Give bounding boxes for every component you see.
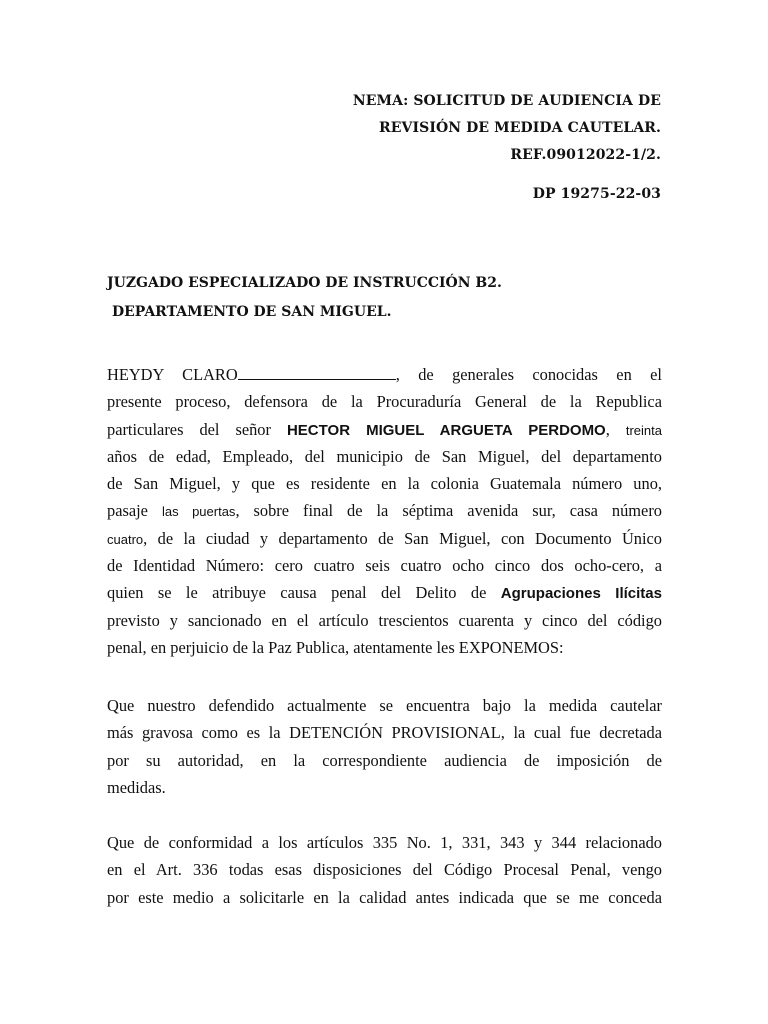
paragraph-line: por su autoridad, en la correspondiente audiencia de imposición de	[107, 750, 662, 770]
header-subject-line-1: NEMA: SOLICITUD DE AUDIENCIA DE	[352, 93, 661, 109]
court-name: JUZGADO ESPECIALIZADO DE INSTRUCCIÓN B2.	[107, 275, 502, 291]
paragraph-line: por este medio a solicitarle en la calidad antes indicada que se me conceda	[107, 887, 662, 907]
signature-blank	[238, 365, 396, 380]
header-reference: REF.09012022-1/2.	[510, 147, 661, 163]
paragraph-line: particulares del señor HECTOR MIGUEL ARGUETA PERDOMO, treinta	[107, 419, 662, 439]
paragraph-line: presente proceso, defensora de la Procuraduría General de la Republica	[107, 392, 662, 412]
paragraph-line: más gravosa como es la DETENCIÓN PROVISIONAL, la cual fue decretada	[107, 723, 662, 743]
paragraph-introduction	[107, 361, 662, 661]
paragraph-line: Que nuestro defendido actualmente se encuentra bajo la medida cautelar	[107, 696, 662, 715]
paragraph-line: pasaje las puertas, sobre final de la séptima avenida sur, casa número	[107, 501, 662, 521]
paragraph-line: Que de conformidad a los artículos 335 No. 1, 331, 343 y 344 relacionado	[107, 833, 662, 852]
paragraph-line: medidas.	[107, 777, 166, 797]
defender-name: HEYDY CLARO	[107, 365, 238, 384]
header-subject-line-2: REVISIÓN DE MEDIDA CAUTELAR.	[379, 120, 661, 136]
paragraph-line: de San Miguel, y que es residente en la colonia Guatemala número uno,	[107, 474, 662, 494]
paragraph-line: cuatro, de la ciudad y departamento de San Miguel, con Documento Único	[107, 528, 662, 548]
court-addressee	[107, 269, 667, 327]
court-department: DEPARTAMENTO DE SAN MIGUEL.	[112, 304, 392, 320]
document-header	[141, 88, 661, 208]
paragraph-line: quien se le atribuye causa penal del Delito de Agrupaciones Ilícitas	[107, 583, 662, 603]
crime-name: Agrupaciones Ilícitas	[500, 585, 662, 603]
paragraph-line: previsto y sancionado en el artículo trescientos cuarenta y cinco del código	[107, 610, 662, 630]
header-case-number: DP 19275-22-03	[532, 186, 661, 202]
paragraph-line: en el Art. 336 todas esas disposiciones del Código Procesal Penal, vengo	[107, 860, 662, 880]
paragraph-line: años de edad, Empleado, del municipio de San Miguel, del departamento	[107, 446, 662, 466]
paragraph-line: de Identidad Número: cero cuatro seis cuatro ocho cinco dos ocho-cero, a	[107, 556, 662, 576]
defendant-name: HECTOR MIGUEL ARGUETA PERDOMO	[286, 421, 606, 439]
paragraph-detention	[107, 692, 662, 801]
paragraph-line: HEYDY CLARO , de generales conocidas en el	[107, 365, 662, 384]
paragraph-line: penal, en perjuicio de la Paz Publica, atentamente les EXPONEMOS:	[107, 637, 564, 657]
paragraph-legal-basis	[107, 829, 662, 911]
